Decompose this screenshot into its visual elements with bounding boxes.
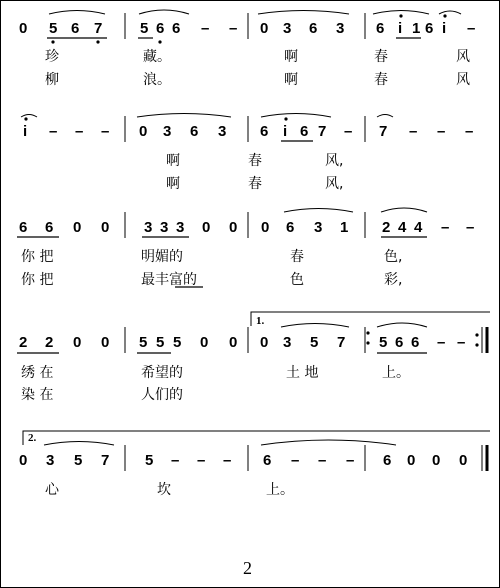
lyric: 啊 xyxy=(284,49,298,65)
octave-dot xyxy=(475,333,478,336)
note: 0 xyxy=(19,452,28,469)
dash: – xyxy=(197,452,206,469)
lyric: 色 xyxy=(290,272,304,288)
note: 6 xyxy=(172,20,181,37)
slur xyxy=(284,209,353,213)
dash: – xyxy=(466,219,475,236)
note: 5 xyxy=(49,20,58,37)
note: 6 xyxy=(395,334,404,351)
note: 6 xyxy=(19,219,28,236)
lyric: 春 xyxy=(374,72,388,88)
dash: – xyxy=(223,452,232,469)
dash: – xyxy=(291,452,300,469)
octave-dot xyxy=(24,117,27,120)
octave-dot xyxy=(475,343,478,346)
lyric: 啊 xyxy=(166,153,180,169)
lyric: 染 在 xyxy=(21,387,54,403)
volta-label: 1. xyxy=(256,315,265,327)
note: 0 xyxy=(459,452,468,469)
octave-dot xyxy=(443,14,446,17)
dash: – xyxy=(49,123,58,140)
note: 5 xyxy=(74,452,83,469)
note: 0 xyxy=(260,334,269,351)
dash: – xyxy=(457,334,466,351)
dash: – xyxy=(409,123,418,140)
lyric: 藏。 xyxy=(143,49,171,65)
slur xyxy=(377,323,427,327)
note: 5 xyxy=(379,334,388,351)
lyric: 明媚的 xyxy=(141,249,183,265)
note: 6 xyxy=(156,20,165,37)
score-engraving xyxy=(1,1,499,587)
note: 0 xyxy=(101,219,110,236)
note: 0 xyxy=(229,219,238,236)
lyric: 春 xyxy=(248,153,262,169)
note: 7 xyxy=(101,452,110,469)
note: 1 xyxy=(412,20,421,37)
note: 5 xyxy=(156,334,165,351)
slur xyxy=(261,114,331,118)
note: i xyxy=(23,123,28,140)
note: 6 xyxy=(260,123,269,140)
note: 6 xyxy=(190,123,199,140)
note: 0 xyxy=(260,20,269,37)
page-number: 2 xyxy=(243,558,252,578)
lyric: 人们的 xyxy=(141,387,183,403)
dash: – xyxy=(318,452,327,469)
note: 4 xyxy=(398,219,407,236)
note: 0 xyxy=(101,334,110,351)
slur xyxy=(281,324,349,328)
lyric: 色, xyxy=(384,249,403,265)
volta-label: 2. xyxy=(28,432,37,444)
volta-bracket-2 xyxy=(23,431,490,445)
lyric: 上。 xyxy=(266,482,294,498)
octave-dot xyxy=(366,331,369,334)
note: 2 xyxy=(45,334,54,351)
lyric: 你 把 xyxy=(21,249,54,265)
note: i xyxy=(442,20,447,37)
note: 5 xyxy=(173,334,182,351)
note: 7 xyxy=(337,334,346,351)
octave-dot xyxy=(399,14,402,17)
note: 6 xyxy=(383,452,392,469)
lyric: 上。 xyxy=(382,365,410,381)
dash: – xyxy=(437,123,446,140)
octave-dot xyxy=(51,40,54,43)
note: 2 xyxy=(382,219,391,236)
note: 7 xyxy=(318,123,327,140)
note: 3 xyxy=(163,123,172,140)
lyric: 希望的 xyxy=(141,365,183,381)
slur xyxy=(49,11,105,15)
lyric: 风, xyxy=(325,176,344,192)
note: 0 xyxy=(229,334,238,351)
note: 4 xyxy=(414,219,423,236)
lyric: 心 xyxy=(45,482,59,498)
dash: – xyxy=(346,452,355,469)
note: 7 xyxy=(94,20,103,37)
dash: – xyxy=(75,123,84,140)
note: 5 xyxy=(145,452,154,469)
volta-bracket-1 xyxy=(251,312,490,326)
slur xyxy=(373,11,429,15)
note: 3 xyxy=(218,123,227,140)
note: 5 xyxy=(310,334,319,351)
dash: – xyxy=(344,123,353,140)
note: 6 xyxy=(411,334,420,351)
note: 0 xyxy=(73,219,82,236)
lyric: 最丰富的 xyxy=(141,272,197,288)
dash: – xyxy=(441,219,450,236)
note: 5 xyxy=(139,334,148,351)
note: 0 xyxy=(432,452,441,469)
lyric: 风 xyxy=(456,49,470,65)
dash: – xyxy=(437,334,446,351)
lyric: 春 xyxy=(248,176,262,192)
slur xyxy=(139,10,189,14)
note: 0 xyxy=(407,452,416,469)
note: 6 xyxy=(309,20,318,37)
lyric: 春 xyxy=(290,249,304,265)
note: 0 xyxy=(200,334,209,351)
note: 0 xyxy=(261,219,270,236)
note: 6 xyxy=(45,219,54,236)
note: 3 xyxy=(283,20,292,37)
lyric: 珍 xyxy=(45,49,59,65)
note: 6 xyxy=(71,20,80,37)
note: 0 xyxy=(139,123,148,140)
note: 3 xyxy=(336,20,345,37)
note: 2 xyxy=(19,334,28,351)
octave-dot xyxy=(96,40,99,43)
note: 7 xyxy=(379,123,388,140)
note: i xyxy=(283,123,288,140)
slur xyxy=(439,11,461,14)
octave-dot xyxy=(158,40,161,43)
lyric: 啊 xyxy=(166,176,180,192)
slur xyxy=(137,114,231,118)
slur xyxy=(377,115,393,118)
lyric: 你 把 xyxy=(21,272,54,288)
note: i xyxy=(398,20,403,37)
dash: – xyxy=(101,123,110,140)
note: 0 xyxy=(73,334,82,351)
lyric: 风, xyxy=(325,153,344,169)
dash: – xyxy=(467,20,476,37)
note: 3 xyxy=(176,219,185,236)
slur xyxy=(258,11,349,15)
lyric: 浪。 xyxy=(143,72,171,88)
note: 6 xyxy=(425,20,434,37)
note: 1 xyxy=(340,219,349,236)
note: 6 xyxy=(286,219,295,236)
dash: – xyxy=(229,20,238,37)
lyric: 柳 xyxy=(45,72,59,88)
note: 0 xyxy=(19,20,28,37)
slur xyxy=(21,115,37,118)
note: 0 xyxy=(202,219,211,236)
note: 3 xyxy=(144,219,153,236)
octave-dot xyxy=(366,341,369,344)
lyric: 彩, xyxy=(384,272,403,288)
lyric: 土 地 xyxy=(286,365,319,381)
note: 6 xyxy=(300,123,309,140)
dash: – xyxy=(171,452,180,469)
slur xyxy=(381,208,427,212)
lyric: 坎 xyxy=(157,482,171,498)
note: 3 xyxy=(283,334,292,351)
lyric: 绣 在 xyxy=(21,365,54,381)
lyric: 风 xyxy=(456,72,470,88)
note: 3 xyxy=(160,219,169,236)
note: 6 xyxy=(376,20,385,37)
slur xyxy=(261,440,396,445)
octave-dot xyxy=(284,117,287,120)
lyric: 春 xyxy=(374,49,388,65)
lyric: 啊 xyxy=(284,72,298,88)
note: 6 xyxy=(263,452,272,469)
note: 3 xyxy=(46,452,55,469)
note: 3 xyxy=(314,219,323,236)
dash: – xyxy=(465,123,474,140)
note: 5 xyxy=(140,20,149,37)
slur xyxy=(44,442,114,446)
dash: – xyxy=(201,20,210,37)
